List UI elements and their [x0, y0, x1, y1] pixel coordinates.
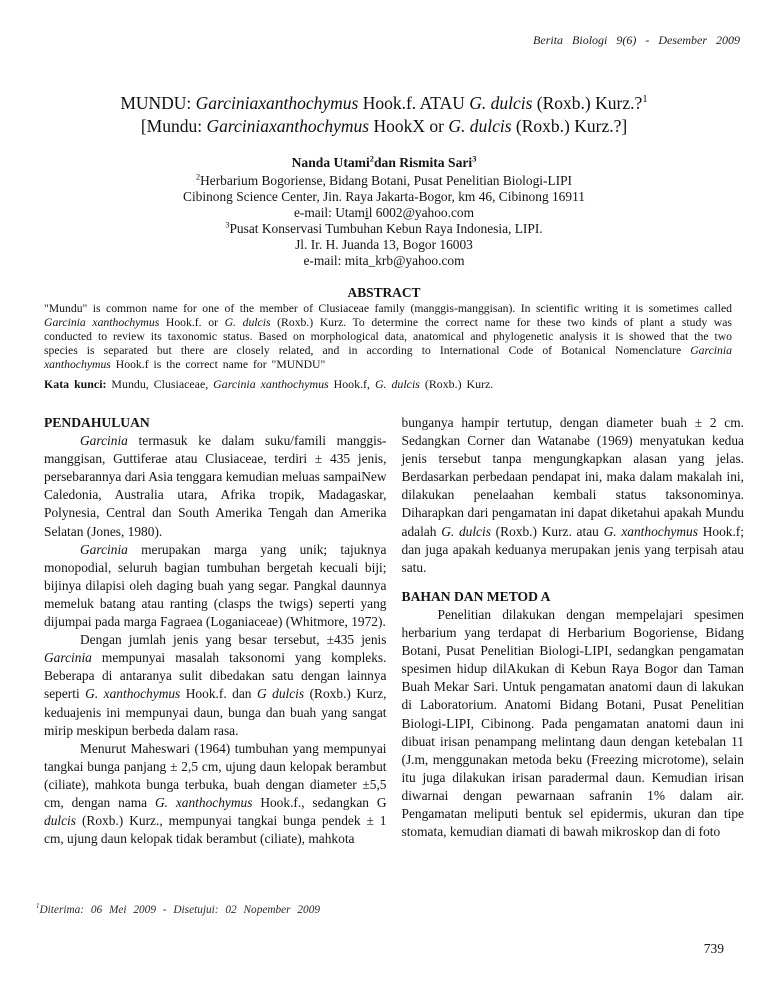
affiliation-line: $^2$Herbarium Bogoriense, Bidang Botani, Pusat Penelitian Biologi-LIPI: [195, 172, 573, 188]
affiliations-block: [0, 173, 768, 269]
body-paragraph: Menurut Maheswari (1964) tumbuhan yang mempunyai tangkai bunga panjang ± 2,5 cm, ujung daun kelopak berambut (ciliate), mahkota bunga terbuka, buah dengan diameter ±5,5 cm, dengan nama G. xanthochymus Hook.f., sedangkan G dulcis (Roxb.) Kurz., mempunyai tangkai bunga pendek ± 1 cm, ujung daun kelopak tidak berambut (ciliate), mahkota: [44, 740, 387, 847]
body-paragraph: Penelitian dilakukan dengan mempelajari spesimen herbarium yang terdapat di Herbarium Bogoriense, Bidang Botani, Pusat Penelitian Biologi-LIPI, sedangkan pengamatan spesimen hidup dilAkukan di Kebun Raya Bogor dan Taman Buah Mekar Sari. Untuk pengamatan anatomi daun di lakukan di Laboratorium. Anatomi Bidang Botani, Pusat Penelitian Biologi-LIPI, Cibinong. Pada pengamatan anatomi daun ini dibuat irisan penampang melintang daun dengan ketebalan 11 (J.m, menggunakan metoda beku (Freezing microtome), selain itu juga dilakukan irisan paradermal daun. Kemudian irisan diwarnai dengan pewarnaan safranin 1% dalam air. Pengamatan meliputi bentuk sel epidermis, ukuran dan tipe stomata, kemudian diamati di bawah mikroskop dan di foto: [401, 606, 744, 840]
affiliation-email: e-mail: mita_krb@yahoo.com: [303, 253, 465, 268]
journal-header: Berita Biologi 9(6) - Desember 2009: [533, 33, 740, 47]
section-heading-pendahuluan: PENDAHULUAN: [44, 415, 150, 430]
right-column: [402, 414, 745, 912]
body-paragraph: Garcinia termasuk ke dalam suku/famili manggis-manggisan, Guttiferae atau Clusiaceae, terdiri ± 435 jenis, persebarannya dari Asia tenggara kemudian meluas sampaiNew Caledonia, Australia utara, Afrika tropik, Madagaskar, Polynesia, Central dan South Amerika Tengah dan Amerika Selatan (Jones, 1980).: [44, 433, 387, 539]
affiliation-line: Cibinong Science Center, Jin. Raya Jakarta-Bogor, km 46, Cibinong 16911: [183, 189, 585, 204]
section-heading-bahan-dan-metoda: BAHAN DAN METOD A: [401, 588, 551, 604]
abstract-heading: ABSTRACT: [347, 285, 421, 300]
received-accepted-footnote: $^1$Diterima: 06 Mei 2009 - Disetujui: 02 Nopember 2009: [36, 902, 320, 916]
keywords-line: Kata kunci: Mundu, Clusiaceae, Garcinia xanthochymus Hook.f, G. dulcis (Roxb.) Kurz.: [44, 377, 494, 391]
left-column: [44, 414, 387, 912]
affiliation-line: $^3$Pusat Konservasi Tumbuhan Kebun Raya Indonesia, LIPI.: [225, 220, 543, 236]
page-number: 739: [703, 941, 724, 956]
body-paragraph: Dengan jumlah jenis yang besar tersebut, ±435 jenis Garcinia mempunyai masalah taksonomi yang kompleks. Beberapa di antaranya sulit dibedakan satu dengan lainnya seperti G. xanthochymus Hook.f. dan G dulcis (Roxb.) Kurz, keduajenis ini mempunyai daun, bunga dan buah yang sangat mirip meskipun berbeda dalam rasa.: [44, 632, 387, 738]
body-columns: [44, 414, 744, 912]
affiliation-line: Jl. Ir. H. Juanda 13, Bogor 16003: [295, 237, 473, 252]
abstract-text: "Mundu" is common name for one of the member of Clusiaceae family (manggis-manggisan). In scientific writing it is sometimes called Garcinia xanthochymus Hook.f. or G. dulcis (Roxb.) Kurz. To determine the correct name for these two kinds of plant a study was conducted to review its taxonomic status. Based on morphological data, anatomical and phylogenetic analysis it is showed that the two species is separated but there are closely related, and in according to International Code of Botanical Nomenclature Garcinia xanthochymus Hook.f is the correct name for "MUNDU": [44, 302, 732, 371]
authors-line: Nanda Utami$^2$dan Rismita Sari$^3$: [291, 153, 477, 170]
page-title-line1: MUNDU: Garciniaxanthochymus Hook.f. ATAU G. dulcis (Roxb.) Kurz.?$^1$: [120, 93, 648, 113]
body-paragraph: Garcinia merupakan marga yang unik; tajuknya monopodial, seluruh bagian tumbuhan bergetah kecuali biji; bijinya dilapisi oleh daging buah yang segar. Pangkal daunnya memeluk batang atau ranting (clasps the twigs) seperti yang dijumpai pada marga Fagraea (Loganiaceae) (Whitmore, 1972).: [44, 541, 387, 630]
page-title-line2: [Mundu: Garciniaxanthochymus HookX or G. dulcis (Roxb.) Kurz.?]: [140, 116, 628, 136]
affiliation-email: e-mail: Utamil 6002@yahoo.com: [293, 205, 475, 220]
title-block: [0, 92, 768, 138]
body-paragraph-continuation: bunganya hampir tertutup, dengan diameter buah ± 2 cm. Sedangkan Corner dan Watanabe (1969) menyatukan kedua jenis tersebut tanpa mengungkapkan alasan yang jelas. Berdasarkan perbedaan pendapat ini, maka dalam makalah ini, dilakukan penelaahan kembali status taksonominya. Diharapkan dari pengamatan ini dapat diketahui apakah Mundu adalah G. dulcis (Roxb.) Kurz. atau G. xanthochymus Hook.f; dan juga apakah keduanya merupakan jenis yang terpisah atau satu.: [401, 415, 744, 575]
